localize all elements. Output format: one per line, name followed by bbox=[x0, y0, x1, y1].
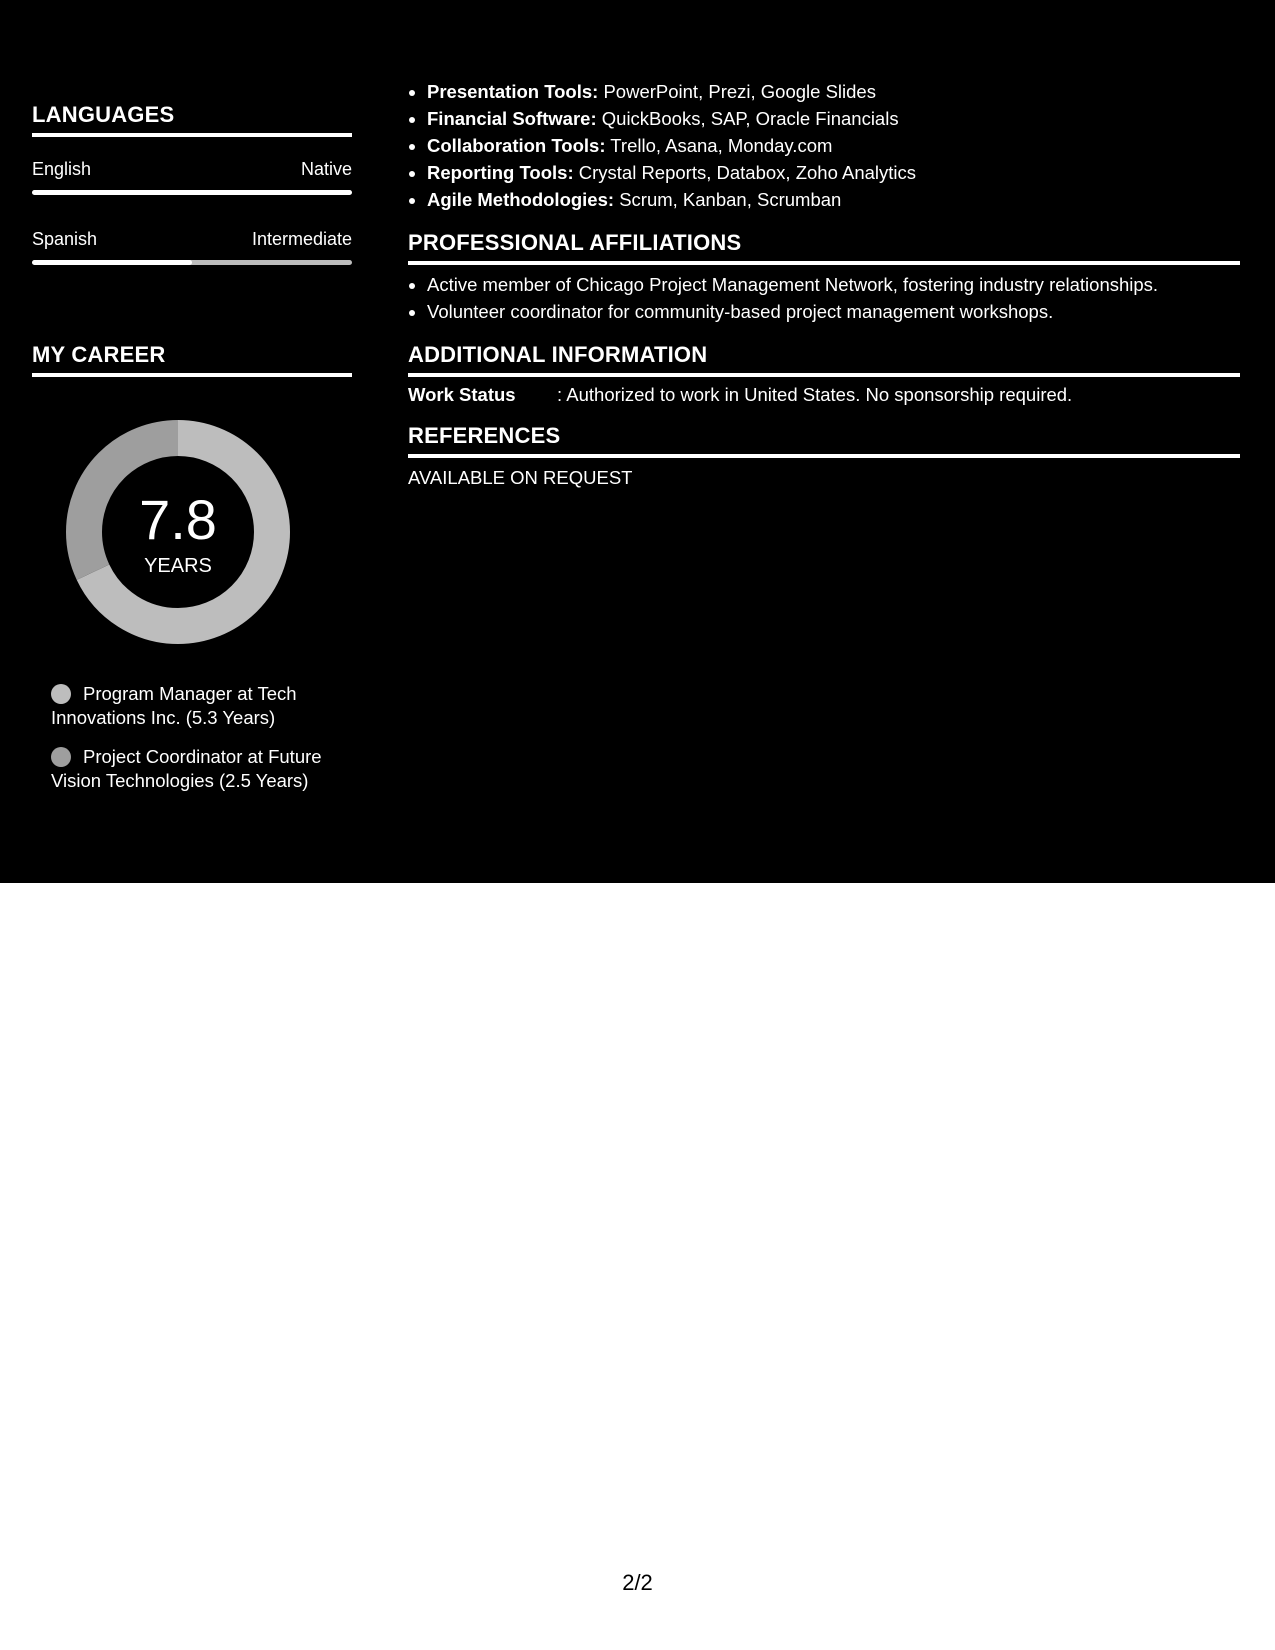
list-item: • Active member of Chicago Project Management Network, fostering industry relationships. bbox=[427, 271, 1259, 298]
list-item: • Reporting Tools: Crystal Reports, Databox, Zoho Analytics bbox=[427, 159, 1259, 186]
list-item: • Presentation Tools: PowerPoint, Prezi, Google Slides bbox=[427, 78, 1259, 105]
legend-dot-icon bbox=[51, 684, 71, 704]
legend-dot-icon bbox=[51, 747, 71, 767]
references-text: AVAILABLE ON REQUEST bbox=[408, 467, 633, 488]
language-name: Spanish bbox=[32, 229, 98, 249]
references-title: REFERENCES bbox=[408, 423, 1240, 458]
tools-list bbox=[408, 78, 1259, 213]
career-donut-chart bbox=[66, 420, 290, 644]
career-item-label: Program Manager at Tech Innovations Inc. (5.3 Years) bbox=[51, 683, 297, 728]
language-proficiency-fill bbox=[32, 260, 192, 265]
career-legend-item bbox=[51, 682, 351, 730]
languages-title: LANGUAGES bbox=[32, 102, 352, 137]
additional-info-title: ADDITIONAL INFORMATION bbox=[408, 342, 1240, 377]
list-item: • Financial Software: QuickBooks, SAP, Oracle Financials bbox=[427, 105, 1259, 132]
language-proficiency-bar bbox=[32, 260, 352, 265]
list-item: • Volunteer coordinator for community-based project management workshops. bbox=[427, 298, 1259, 325]
affiliations-title: PROFESSIONAL AFFILIATIONS bbox=[408, 230, 1240, 265]
page-number: 2/2 bbox=[622, 1570, 653, 1595]
language-level: Native bbox=[300, 159, 352, 179]
list-item: • Collaboration Tools: Trello, Asana, Monday.com bbox=[427, 132, 1259, 159]
career-total-unit: YEARS bbox=[144, 555, 212, 577]
language-proficiency-fill bbox=[32, 190, 352, 195]
career-title: MY CAREER bbox=[32, 342, 352, 377]
career-item-label: Project Coordinator at Future Vision Technologies (2.5 Years) bbox=[51, 746, 322, 791]
career-total-value: 7.8 bbox=[139, 488, 217, 551]
language-proficiency-bar bbox=[32, 190, 352, 195]
career-legend-item bbox=[51, 745, 351, 793]
language-name: English bbox=[32, 159, 92, 179]
work-status-label: Work Status bbox=[408, 384, 516, 405]
affiliations-list bbox=[408, 271, 1259, 325]
work-status-value: : Authorized to work in United States. No sponsorship required. bbox=[557, 384, 1073, 405]
language-level: Intermediate bbox=[251, 229, 352, 249]
list-item: • Agile Methodologies: Scrum, Kanban, Scrumban bbox=[427, 186, 1259, 213]
